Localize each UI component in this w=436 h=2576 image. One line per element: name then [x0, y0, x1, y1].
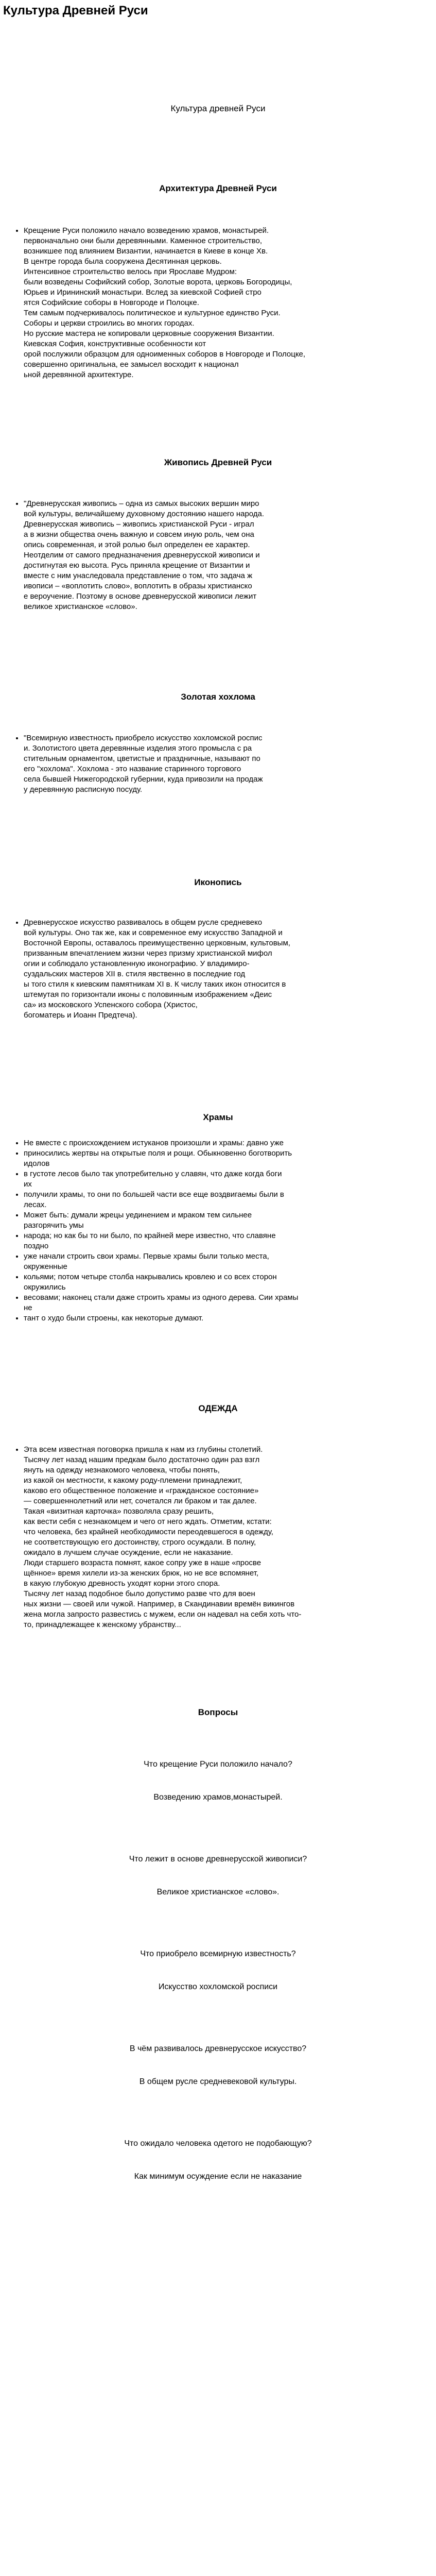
question: Что лежит в основе древнерусской живописи? [129, 1855, 307, 1863]
paragraph-line: из какой он местности, к какому роду-племени принадлежит, [24, 1476, 242, 1485]
paragraph-line: богоматерь и Иоанн Предтеча). [24, 1011, 137, 1020]
paragraph-line: Соборы и церкви строились во многих городах. [24, 319, 195, 328]
paragraph-line: ы того стиля к киевским памятникам XI в. К числу таких икон относится в [24, 980, 286, 989]
paragraph-line: были возведены Софийский собор, Золотые ворота, церковь Богородицы, [24, 278, 292, 286]
paragraph-line: каково его общественное положение и «гражданское состояние» [24, 1486, 259, 1495]
painting-paragraph [24, 499, 436, 612]
painting-list [0, 499, 436, 612]
paragraph-line: в какую глубокую древность уходят корни этого спора. [24, 1579, 220, 1588]
answer: Великое христианское «слово». [156, 1888, 280, 1896]
iconography-paragraph [24, 918, 436, 1021]
questions-heading: Вопросы [198, 1707, 238, 1717]
document-subtitle: Культура древней Руси [170, 104, 266, 113]
paragraph-line: опись современная, и этой ролью был определен ее характер. [24, 540, 250, 549]
paragraph-line: а в жизни общества очень важную и совсем иную роль, чем она [24, 530, 254, 539]
iconography-heading: Иконопись [194, 877, 242, 887]
temple-item [24, 1272, 436, 1293]
paragraph-line: Интенсивное строительство велось при Ярославе Мудром: [24, 267, 237, 276]
temples-list [0, 1138, 436, 1324]
paragraph-line: януть на одежду незнакомого человека, чтобы понять, [24, 1466, 220, 1475]
temple-item [24, 1210, 436, 1231]
temple-item-line: • Не вместе с происхождением истуканов произошли и храмы: давно уже [24, 1139, 284, 1147]
clothing-paragraph [24, 1445, 436, 1630]
paragraph-line: • Крещение Руси положило начало возведению храмов, монастырей. [24, 226, 269, 235]
paragraph-line: первоначально они были деревянными. Каменное строительство, [24, 236, 263, 245]
paragraph-line: вой культуры, величайшему духовному достоянию нашего народа. [24, 510, 265, 518]
temple-item-line: разгорячить умы [24, 1221, 84, 1230]
paragraph-line: Киевская София, конструктивные особенности кот [24, 340, 206, 348]
answer: В общем русле средневековой культуры. [139, 2077, 297, 2086]
temple-item-line: лесах. [24, 1200, 47, 1209]
temple-item-line: поздно [24, 1242, 49, 1250]
iconography-list [0, 918, 436, 1021]
paragraph-line: огии и соблюдало установленную иконографию. У владимиро- [24, 959, 250, 968]
temple-item-line: • весовами; наконец стали даже строить храмы из одного дерева. Сии храмы [24, 1293, 299, 1302]
clothing-list [0, 1445, 436, 1630]
temple-item-line: • тант о худо были строены, как некоторые думают. [24, 1314, 204, 1323]
questions-list [0, 1759, 436, 2182]
architecture-section [0, 183, 436, 380]
paragraph-line: • Древнерусское искусство развивалось в общем русле средневеко [24, 918, 263, 927]
paragraph-line: села бывшей Нижегородской губернии, куда привозили на продаж [24, 775, 263, 784]
paragraph-line: великое христианское «слово». [24, 602, 137, 611]
temples-section [0, 1112, 436, 1324]
answer: Искусство хохломской росписи [158, 1982, 278, 1991]
paragraph-line: суздальских мастеров XII в. стиля явственно в последние год [24, 970, 246, 978]
questions-section [0, 1707, 436, 2182]
temple-item [24, 1293, 436, 1313]
paragraph-line: вместе с ним унаследовала представление о том, что задача ж [24, 571, 253, 580]
khokhloma-section [0, 692, 436, 795]
paragraph-line: Восточной Европы, оставалось преимущественно церковным, культовым, [24, 939, 290, 947]
intro-block [0, 19, 436, 113]
temple-item-line: • уже начали строить свои храмы. Первые храмы были только места, [24, 1252, 269, 1261]
temples-heading: Храмы [203, 1112, 233, 1122]
question: Что ожидало человека одетого не подобающую? [124, 2139, 312, 2148]
paragraph-line: у деревянную расписную посуду. [24, 785, 143, 794]
paragraph-line: Тем самым подчеркивалось политическое и культурное единство Руси. [24, 309, 281, 317]
paragraph-line: В центре города была сооружена Десятинная церковь. [24, 257, 222, 266]
paragraph-line: ных жизни — своей или чужой. Например, в Скандинавии времён викингов [24, 1600, 295, 1608]
paragraph-line: возникшее под влиянием Византии, начинается в Киеве в конце Xв. [24, 247, 268, 256]
paragraph-line: стительным орнаментом, цветистые и праздничные, называют по [24, 754, 260, 763]
paragraph-line: что человека, без крайней необходимости переодевшегося в одежду, [24, 1528, 273, 1536]
paragraph-line: Юрьев и Ирининский монастыри. Вслед за киевской Софией стро [24, 288, 261, 297]
temple-item [24, 1251, 436, 1272]
temple-item-line: не [24, 1303, 32, 1312]
paragraph-line: Тысячу лет назад подобное было допустимо разве что для воен [24, 1589, 255, 1598]
temple-item-line: • в густоте лесов было так употребительно у славян, что даже когда боги [24, 1170, 282, 1178]
question: В чём развивалось древнерусское искусство? [129, 2044, 307, 2053]
paragraph-line: как вести себя с незнакомцем и чего от него ждать. Отметим, кстати: [24, 1517, 272, 1526]
paragraph-line: штемутая по горизонтали иконы с половинным изображением «Деис [24, 990, 272, 999]
temple-item-line: • Может быть: думали жрецы уединением и мраком тем сильнее [24, 1211, 252, 1219]
paragraph-line: достигнутая ею высота. Русь приняла крещение от Византии и [24, 561, 250, 570]
paragraph-line: жена могла запросто развестись с мужем, если он надевал на себя хоть что- [24, 1610, 302, 1619]
paragraph-line: ожидало в лучшем случае осуждение, если не наказание. [24, 1548, 233, 1557]
paragraph-line: ьной деревянной архитектуре. [24, 370, 134, 379]
temple-item-line: • народа; но как бы то ни было, по крайней мере известно, что славяне [24, 1231, 276, 1240]
temple-item-line: • приносились жертвы на открытые поля и рощи. Обыкновенно боготворить [24, 1149, 292, 1158]
paragraph-line: вой культуры. Оно так же, как и современное ему искусство Западной и [24, 928, 283, 937]
paragraph-line: Неотделим от самого предназначения древнерусской живописи и [24, 551, 260, 560]
answer: Возведению храмов,монастырей. [153, 1793, 283, 1802]
temple-item-line: их [24, 1180, 32, 1189]
paragraph-line: призванным впечатлением жизни через призму христианской мифол [24, 949, 272, 958]
paragraph-line: — совершеннолетний или нет, сочетался ли браком и так далее. [24, 1497, 257, 1505]
paragraph-line: Тысячу лет назад нашим предкам было достаточно один раз взгл [24, 1455, 260, 1464]
paragraph-line: то, принадлежащее к женскому убранству... [24, 1620, 181, 1629]
clothing-heading: ОДЕЖДА [198, 1403, 238, 1413]
iconography-section [0, 877, 436, 1021]
paragraph-line: ивописи – «воплотить слово», воплотить в образы христианско [24, 582, 252, 590]
paragraph-line: щённое» время хилели из-за женских брюк, но не все вспомянет, [24, 1569, 259, 1578]
painting-heading: Живопись Древней Руси [164, 457, 272, 467]
khokhloma-heading: Золотая хохлома [181, 692, 255, 702]
temple-item-line: окружились [24, 1283, 66, 1292]
paragraph-line: ятся Софийские соборы в Новгороде и Полоцке. [24, 298, 199, 307]
paragraph-line: Такая «визитная карточка» позволяла сразу решить, [24, 1507, 214, 1516]
temple-item-line: окруженные [24, 1262, 67, 1271]
temple-item [24, 1190, 436, 1210]
question: Что приобрело всемирную известность? [140, 1950, 296, 1958]
answer: Как минимум осуждение если не наказание [134, 2172, 302, 2181]
temple-item-line: идолов [24, 1159, 50, 1168]
paragraph-line: и. Золотистого цвета деревянные изделия этого промысла с ра [24, 744, 252, 753]
architecture-heading: Архитектура Древней Руси [159, 183, 277, 193]
temple-item-line: • кольями; потом четыре столба накрывались кровлею и со всех сторон [24, 1273, 277, 1281]
temple-item [24, 1148, 436, 1169]
paragraph-line: совершенно оригинальна, ее замысел восходит к национал [24, 360, 239, 369]
paragraph-line: орой послужили образцом для одноименных соборов в Новгороде и Полоцке, [24, 350, 306, 359]
paragraph-line: Люди старшего возраста помнят, какое сопру уже в наше «просве [24, 1558, 261, 1567]
paragraph-line: е вероучение. Поэтому в основе древнерусской живописи лежит [24, 592, 257, 601]
khokhloma-paragraph [24, 733, 436, 795]
temple-item-line: • получили храмы, то они по большей части все еще воздвигаемы были в [24, 1190, 284, 1199]
khokhloma-list [0, 733, 436, 795]
temple-item [24, 1313, 436, 1324]
architecture-paragraph [24, 226, 436, 380]
painting-section [0, 457, 436, 612]
paragraph-line: Древнерусская живопись – живопись христианской Руси - играл [24, 520, 254, 529]
paragraph-line: • "Всемирную известность приобрело искусство хохломской роспис [24, 734, 263, 742]
temple-item [24, 1231, 436, 1251]
paragraph-line: Но русские мастера не копировали церковные сооружения Византии. [24, 329, 274, 338]
architecture-list [0, 226, 436, 380]
temple-item [24, 1138, 436, 1148]
page-title: Культура Древней Руси [3, 4, 148, 18]
paragraph-line: са» из московского Успенского собора (Христос, [24, 1001, 198, 1009]
paragraph-line: не соответствующую его достоинству, строго осуждали. В полну, [24, 1538, 256, 1547]
temple-item [24, 1169, 436, 1190]
paragraph-line: • "Древнерусская живопись – одна из самых высоких вершин миро [24, 499, 259, 508]
question: Что крещение Руси положило начало? [144, 1760, 292, 1769]
paragraph-line: • Эта всем известная поговорка пришла к нам из глубины столетий. [24, 1445, 263, 1454]
clothing-section [0, 1403, 436, 1630]
paragraph-line: его "хохлома". Хохлома - это название старинного торгового [24, 765, 241, 773]
